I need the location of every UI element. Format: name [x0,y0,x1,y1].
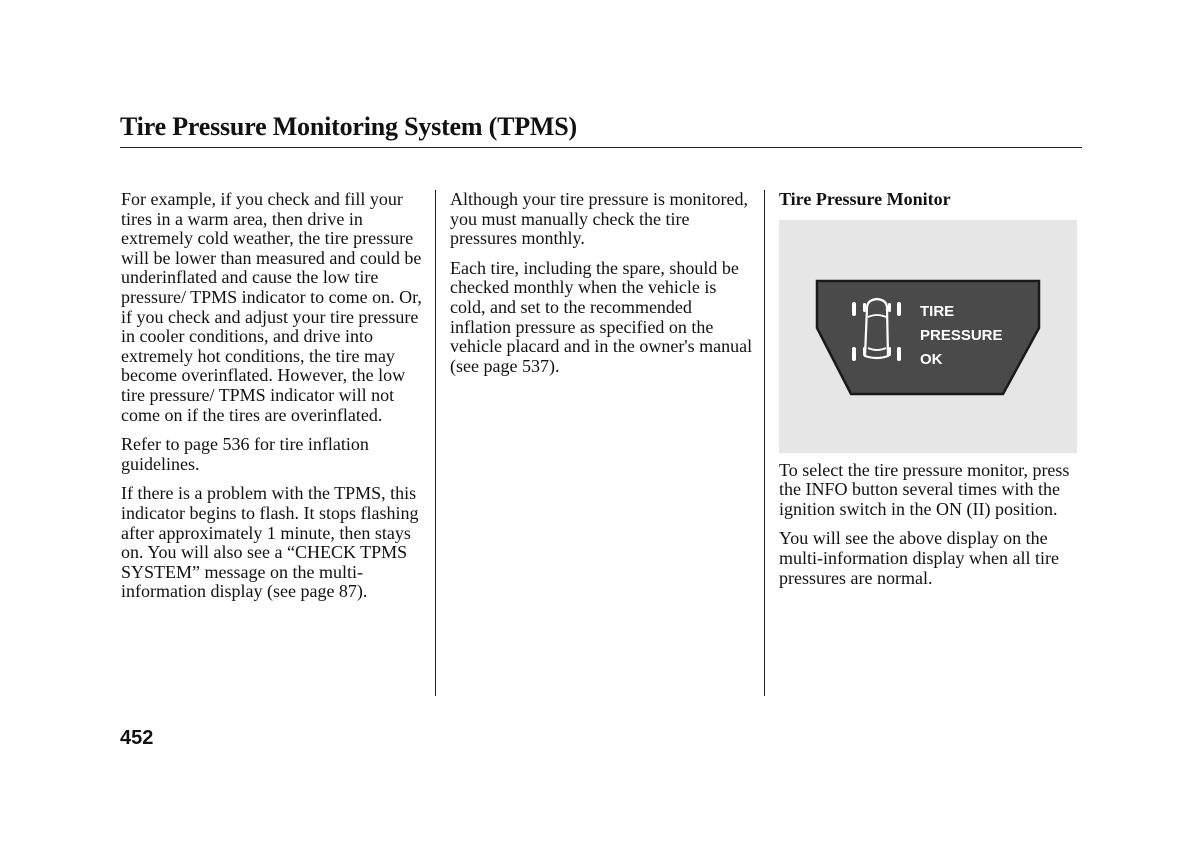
paragraph: Although your tire pressure is monitored, you must manually check the tire pressures monthly. [450,189,748,249]
paragraph: You will see the above display on the multi-information display when all tire pressures are normal. [779,528,1059,588]
multi-information-display [779,220,1077,453]
paragraph: Each tire, including the spare, should be checked monthly when the vehicle is cold, and set to the recommended inflation pressure as specified on the vehicle placard and in the owner's manual (see page 537). [450,257,753,376]
page-title: Tire Pressure Monitoring System (TPMS) [120,112,577,141]
section-heading: Tire Pressure Monitor [779,189,951,209]
display-line-tire: TIRE [920,302,955,320]
paragraph: For example, if you check and fill your tires in a warm area, then drive in extremely cold weather, the tire pressure will be lower than measured and could be underinflated and cause the low tire pressure/ TPMS indicator to come on. Or, if you check and adjust your tire pressure in cooler conditions, and drive into extremely hot conditions, the tire may become overinflated. However, the low tire pressure/ TPMS indicator will not come on if the tires are overinflated. [121,189,422,425]
column-divider [435,190,436,696]
column-1 [121,190,426,612]
title-rule [120,147,1082,148]
paragraph: If there is a problem with the TPMS, this indicator begins to flash. It stops flashing after approximately 1 minute, then stays on. You will also see a “CHECK TPMS SYSTEM” message on the multi-information display (see page 87). [121,483,419,602]
display-line-ok: OK [920,350,943,368]
tire-pressure-display-figure [779,220,1077,453]
column-3 [779,190,1082,598]
column-2 [450,190,755,386]
page-number: 452 [120,727,154,749]
column-divider [764,190,765,696]
paragraph: To select the tire pressure monitor, press the INFO button several times with the ignition switch in the ON (II) position. [779,459,1070,519]
display-line-pressure: PRESSURE [920,326,1003,344]
paragraph: Refer to page 536 for tire inflation guidelines. [121,434,369,474]
